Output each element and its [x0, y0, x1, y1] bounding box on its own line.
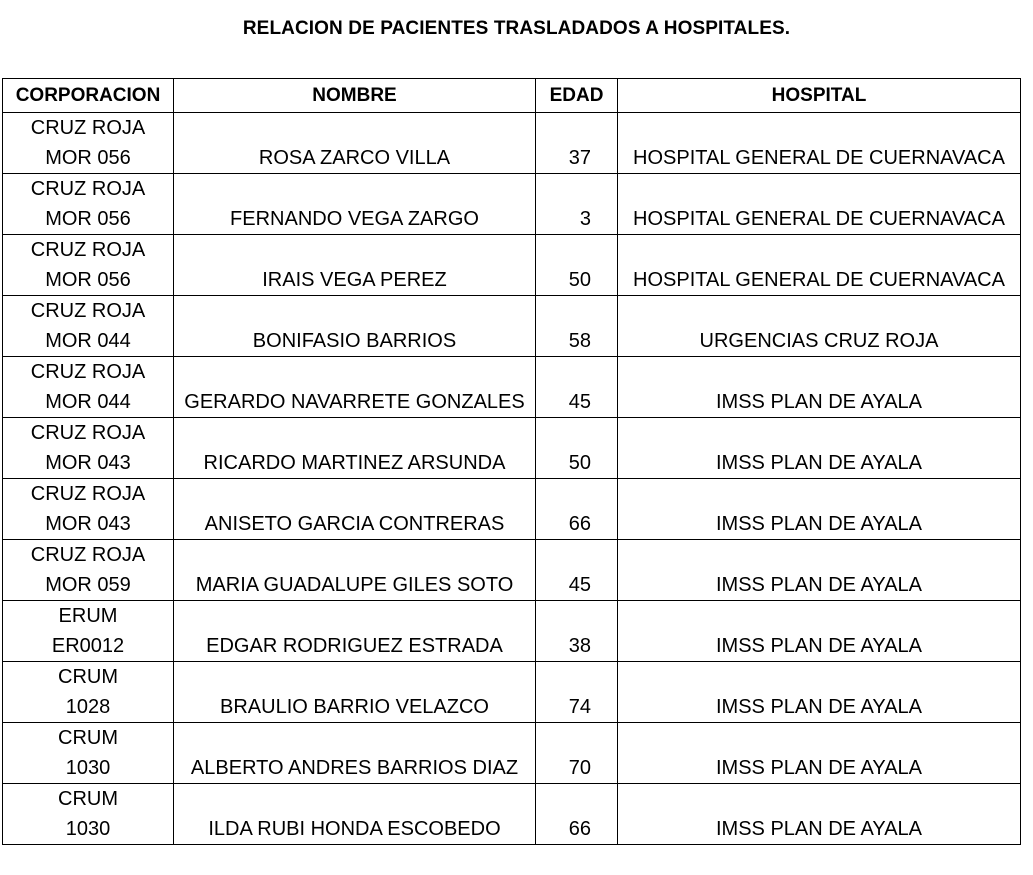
corporacion-line-2: ER0012	[51, 635, 125, 657]
corporacion-line-2: MOR 043	[45, 452, 131, 474]
cell-edad: 74	[536, 662, 618, 723]
cell-edad: 50	[536, 418, 618, 479]
corporacion-line-1: CRUZ ROJA	[30, 239, 146, 261]
cell-corporacion	[3, 296, 174, 357]
cell-edad: 38	[536, 601, 618, 662]
table-row	[3, 418, 1021, 479]
corporacion-line-1: CRUZ ROJA	[30, 300, 146, 322]
cell-edad: 45	[536, 357, 618, 418]
cell-nombre: BRAULIO BARRIO VELAZCO	[174, 662, 536, 723]
cell-corporacion	[3, 418, 174, 479]
table-row	[3, 784, 1021, 845]
header-nombre: NOMBRE	[174, 79, 536, 113]
cell-hospital: IMSS PLAN DE AYALA	[618, 540, 1021, 601]
cell-hospital: IMSS PLAN DE AYALA	[618, 601, 1021, 662]
cell-edad: 37	[536, 113, 618, 174]
cell-corporacion	[3, 601, 174, 662]
cell-hospital: IMSS PLAN DE AYALA	[618, 479, 1021, 540]
cell-edad: 45	[536, 540, 618, 601]
corporacion-line-1: CRUZ ROJA	[30, 422, 146, 444]
corporacion-line-1: CRUM	[58, 727, 118, 749]
cell-nombre: ANISETO GARCIA CONTRERAS	[174, 479, 536, 540]
cell-corporacion	[3, 662, 174, 723]
corporacion-line-2: 1030	[65, 818, 111, 840]
cell-corporacion	[3, 540, 174, 601]
patients-table	[2, 78, 1021, 845]
corporacion-line-2: 1028	[65, 696, 111, 718]
cell-corporacion	[3, 723, 174, 784]
table-row	[3, 723, 1021, 784]
cell-hospital: IMSS PLAN DE AYALA	[618, 662, 1021, 723]
table-row	[3, 113, 1021, 174]
table-row	[3, 479, 1021, 540]
cell-nombre: EDGAR RODRIGUEZ ESTRADA	[174, 601, 536, 662]
cell-corporacion	[3, 357, 174, 418]
table-row	[3, 296, 1021, 357]
corporacion-line-1: CRUM	[58, 666, 118, 688]
cell-nombre: GERARDO NAVARRETE GONZALES	[174, 357, 536, 418]
cell-nombre: IRAIS VEGA PEREZ	[174, 235, 536, 296]
cell-hospital: HOSPITAL GENERAL DE CUERNAVACA	[618, 174, 1021, 235]
table-row	[3, 357, 1021, 418]
corporacion-line-1: CRUZ ROJA	[30, 117, 146, 139]
header-corporacion: CORPORACION	[3, 79, 174, 113]
table-row	[3, 174, 1021, 235]
table-row	[3, 662, 1021, 723]
cell-hospital: URGENCIAS CRUZ ROJA	[618, 296, 1021, 357]
table-header-row	[3, 79, 1021, 113]
corporacion-line-2: MOR 043	[45, 513, 131, 535]
cell-corporacion	[3, 174, 174, 235]
corporacion-line-2: MOR 044	[45, 391, 131, 413]
table-row	[3, 235, 1021, 296]
corporacion-line-1: CRUZ ROJA	[30, 178, 146, 200]
corporacion-line-1: CRUZ ROJA	[30, 361, 146, 383]
header-edad: EDAD	[536, 79, 618, 113]
corporacion-line-2: MOR 044	[45, 330, 131, 352]
corporacion-line-2: 1030	[65, 757, 111, 779]
cell-edad: 50	[536, 235, 618, 296]
corporacion-line-2: MOR 056	[45, 269, 131, 291]
cell-corporacion	[3, 784, 174, 845]
corporacion-line-1: CRUZ ROJA	[30, 483, 146, 505]
cell-nombre: BONIFASIO BARRIOS	[174, 296, 536, 357]
cell-nombre: ILDA RUBI HONDA ESCOBEDO	[174, 784, 536, 845]
cell-nombre: ALBERTO ANDRES BARRIOS DIAZ	[174, 723, 536, 784]
cell-hospital: IMSS PLAN DE AYALA	[618, 784, 1021, 845]
corporacion-line-1: CRUZ ROJA	[30, 544, 146, 566]
cell-edad: 66	[536, 784, 618, 845]
cell-edad: 3	[536, 174, 618, 235]
corporacion-line-2: MOR 056	[45, 147, 131, 169]
header-hospital: HOSPITAL	[618, 79, 1021, 113]
cell-corporacion	[3, 113, 174, 174]
cell-hospital: IMSS PLAN DE AYALA	[618, 357, 1021, 418]
cell-corporacion	[3, 235, 174, 296]
cell-hospital: IMSS PLAN DE AYALA	[618, 418, 1021, 479]
cell-edad: 66	[536, 479, 618, 540]
corporacion-line-2: MOR 059	[45, 574, 131, 596]
cell-edad: 70	[536, 723, 618, 784]
cell-edad: 58	[536, 296, 618, 357]
corporacion-line-2: MOR 056	[45, 208, 131, 230]
page-title: RELACION DE PACIENTES TRASLADADOS A HOSPITALES.	[242, 18, 791, 39]
cell-nombre: MARIA GUADALUPE GILES SOTO	[174, 540, 536, 601]
table-row	[3, 601, 1021, 662]
corporacion-line-1: ERUM	[58, 605, 118, 627]
cell-nombre: RICARDO MARTINEZ ARSUNDA	[174, 418, 536, 479]
cell-hospital: IMSS PLAN DE AYALA	[618, 723, 1021, 784]
corporacion-line-1: CRUM	[58, 788, 118, 810]
cell-corporacion	[3, 479, 174, 540]
cell-nombre: FERNANDO VEGA ZARGO	[174, 174, 536, 235]
cell-nombre: ROSA ZARCO VILLA	[174, 113, 536, 174]
table-row	[3, 540, 1021, 601]
cell-hospital: HOSPITAL GENERAL DE CUERNAVACA	[618, 235, 1021, 296]
cell-hospital: HOSPITAL GENERAL DE CUERNAVACA	[618, 113, 1021, 174]
